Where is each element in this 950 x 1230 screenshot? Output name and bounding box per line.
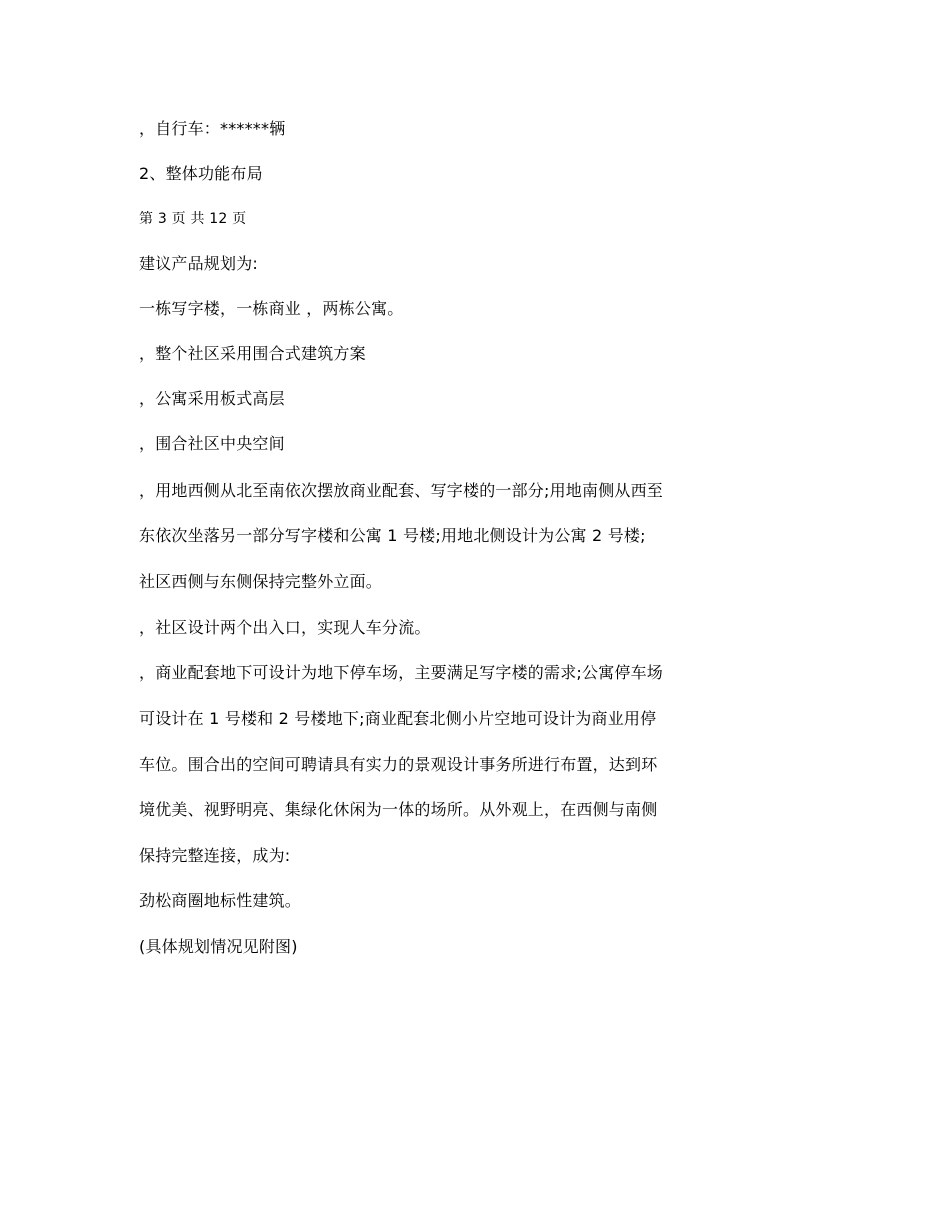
- text-line: 境优美、视野明亮、集绿化休闲为一体的场所。从外观上，在西侧与南侧: [139, 800, 658, 819]
- text-line: 劲松商圈地标性建筑。: [139, 891, 302, 910]
- text-line: ，用地西侧从北至南依次摆放商业配套、写字楼的一部分;用地南侧从西至: [139, 481, 663, 500]
- text-line: 可设计在 1 号楼和 2 号楼地下;商业配套北侧小片空地可设计为商业用停: [139, 709, 657, 728]
- text-line: 车位。围合出的空间可聘请具有实力的景观设计事务所进行布置，达到环: [139, 755, 658, 774]
- text-line: 建议产品规划为:: [139, 254, 258, 273]
- text-line: 保持完整连接，成为:: [139, 846, 291, 865]
- text-line: ，社区设计两个出入口，实现人车分流。: [139, 618, 431, 637]
- text-line: 社区西侧与东侧保持完整外立面。: [139, 572, 383, 591]
- text-line: ，公寓采用板式高层: [139, 389, 285, 408]
- text-line: ，商业配套地下可设计为地下停车场，主要满足写字楼的需求;公寓停车场: [139, 663, 663, 682]
- section-heading: 2、整体功能布局: [139, 164, 263, 183]
- text-line: 一栋写字楼，一栋商业 ，两栋公寓。: [139, 299, 404, 318]
- text-line: 东依次坐落另一部分写字楼和公寓 1 号楼;用地北侧设计为公寓 2 号楼;: [139, 526, 646, 545]
- text-line: ，围合社区中央空间: [139, 434, 285, 453]
- text-line: ，整个社区采用围合式建筑方案: [139, 344, 366, 363]
- text-line-bicycle: ，自行车：******辆: [139, 119, 286, 138]
- page-number: 第 3 页 共 12 页: [139, 211, 247, 227]
- text-line: (具体规划情况见附图): [139, 937, 298, 956]
